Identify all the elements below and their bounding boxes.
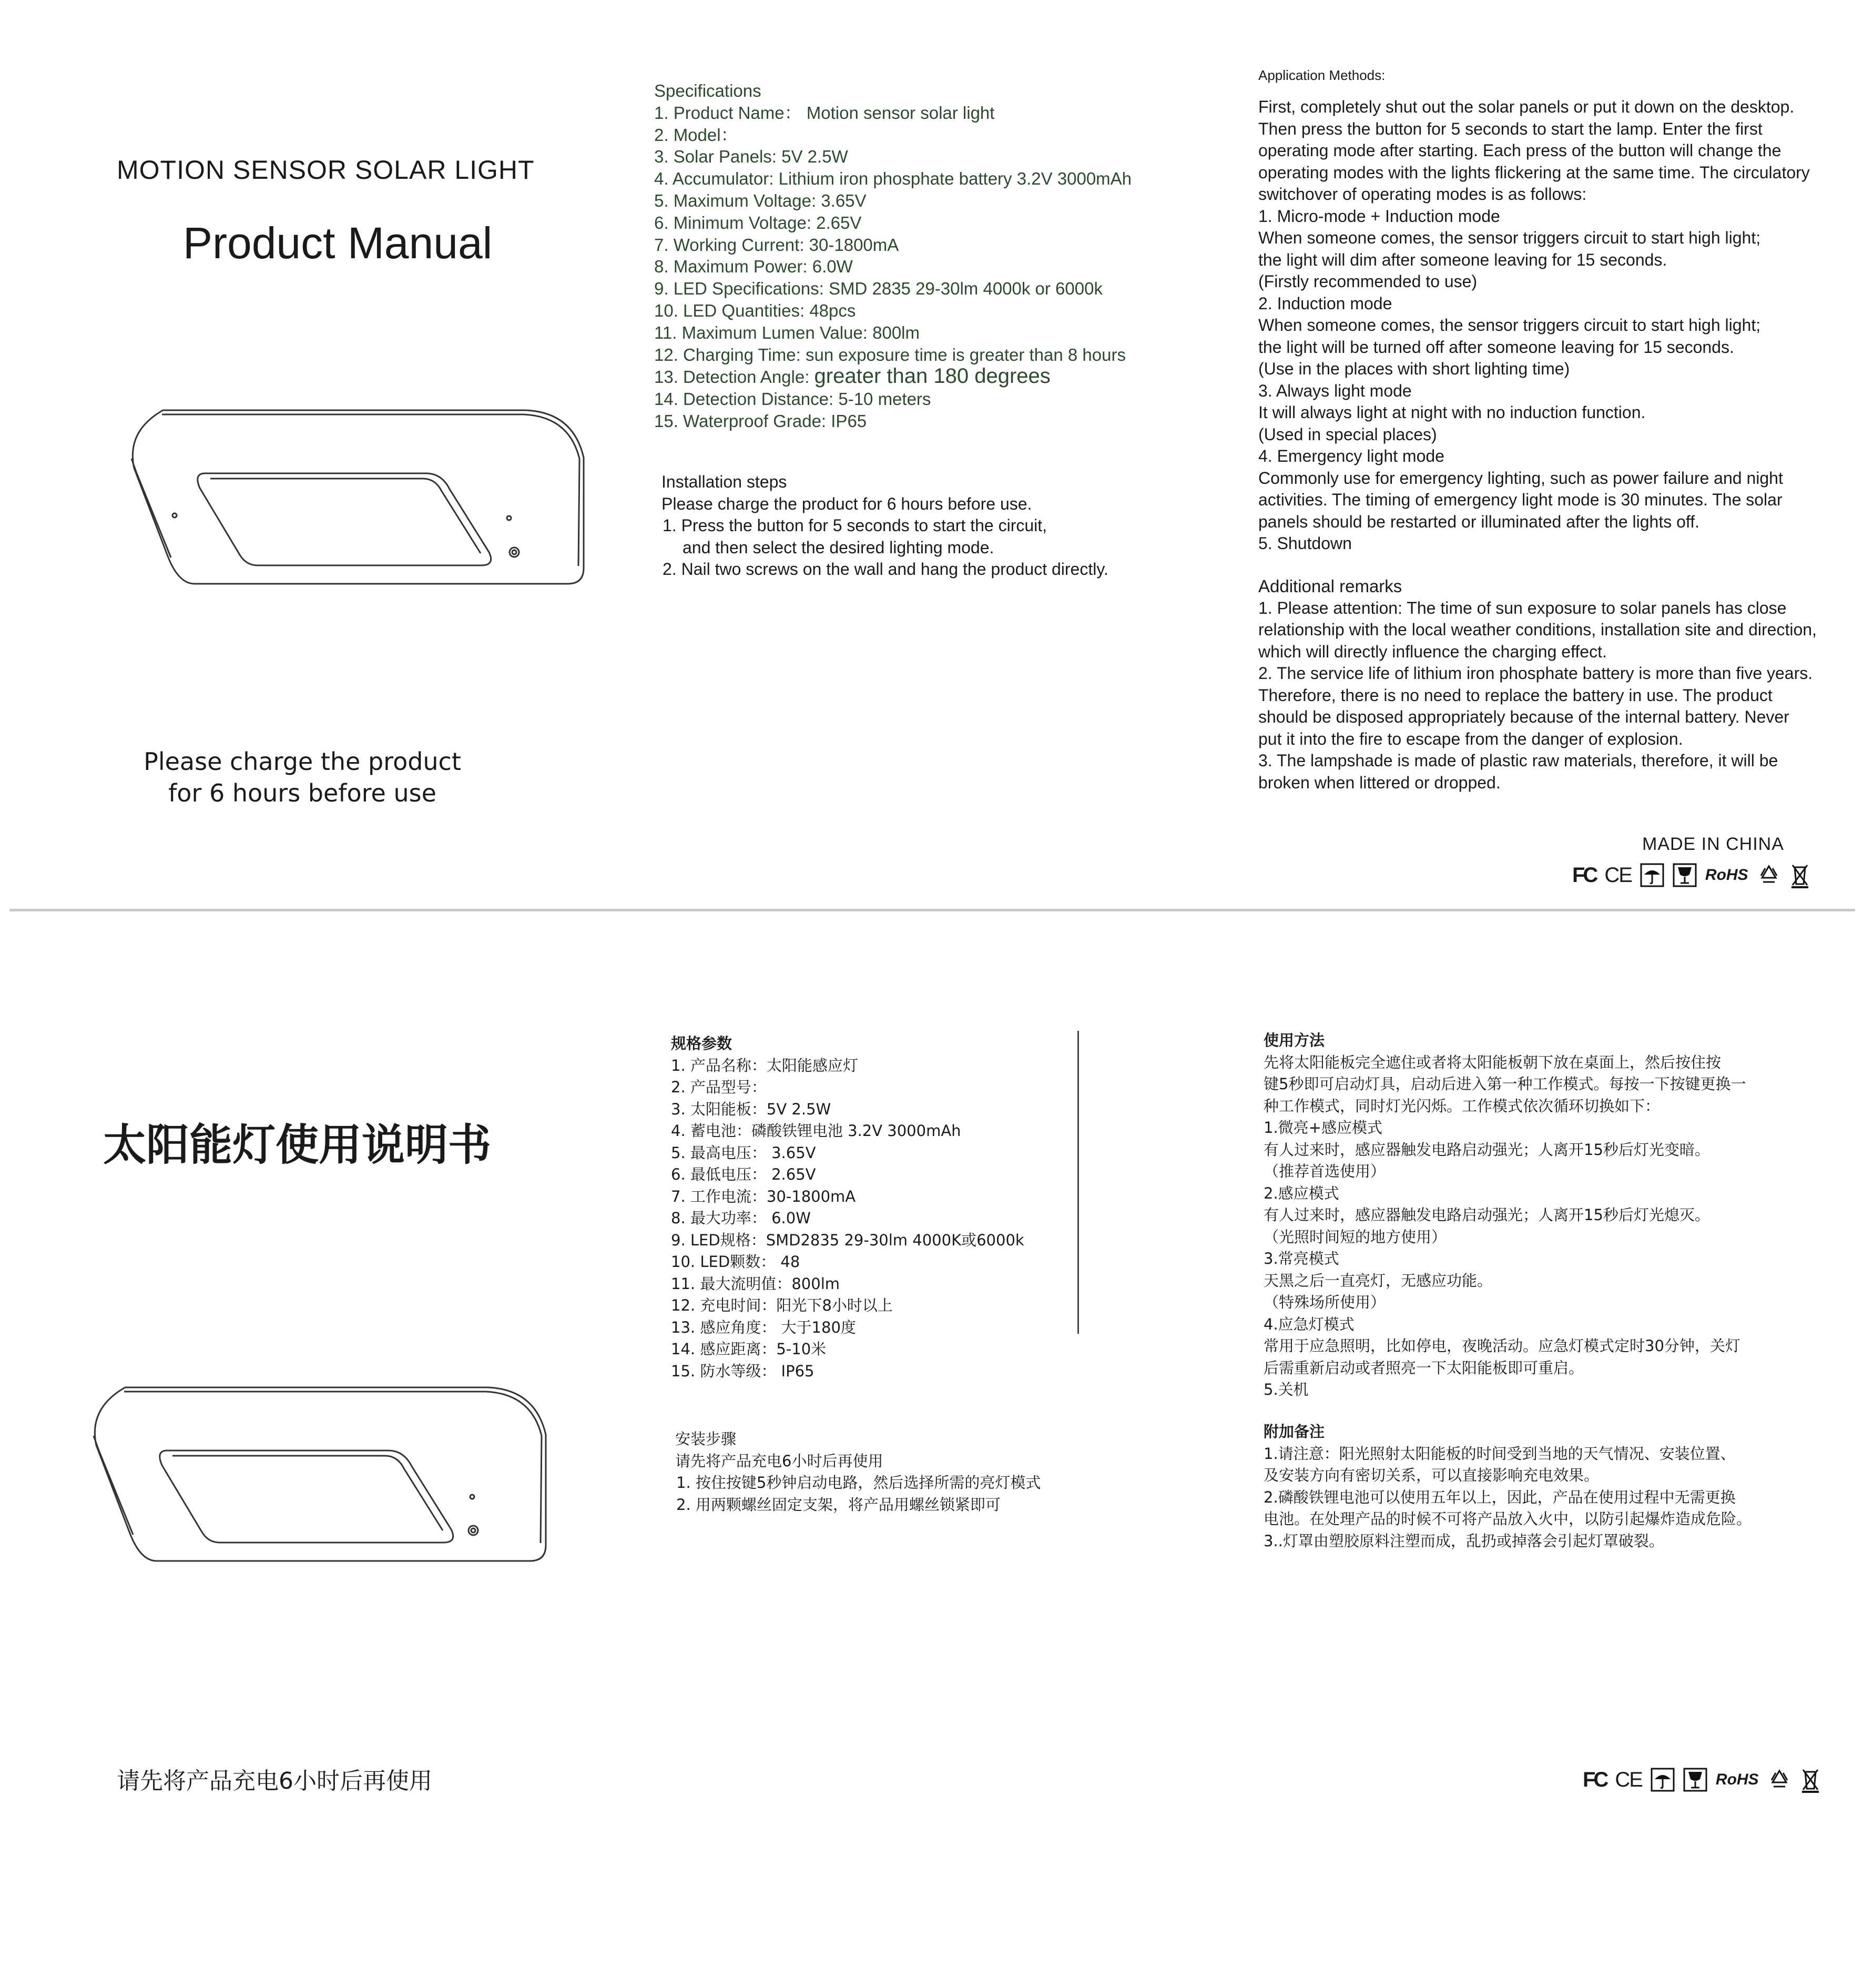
spec-item: 2. Model： [654, 125, 738, 145]
cover-heading-en: MOTION SENSOR SOLAR LIGHT [117, 155, 535, 185]
installation-line-zh: 2. 用两颗螺丝固定支架，将产品用螺丝锁紧即可 [676, 1495, 1001, 1514]
remarks-line-zh: 2.磷酸铁锂电池可以使用五年以上，因此，产品在使用过程中无需更换 [1264, 1488, 1736, 1506]
remarks-line: which will directly influence the charging effect. [1258, 642, 1607, 661]
application-line-zh: 有人过来时，感应器触发电路启动强光；人离开15秒后灯光熄灭。 [1264, 1206, 1710, 1224]
application-line-zh: 有人过来时，感应器触发电路启动强光；人离开15秒后灯光变暗。 [1264, 1140, 1710, 1159]
application-line-zh: （光照时间短的地方使用） [1264, 1228, 1447, 1246]
remarks-heading-zh: 附加备注 [1264, 1423, 1325, 1441]
application-line-zh: 种工作模式，同时灯光闪烁。工作模式依次循环切换如下： [1264, 1097, 1661, 1115]
spec-item-zh: 1. 产品名称：太阳能感应灯 [671, 1056, 858, 1074]
installation-line-zh: 1. 按住按键5秒钟启动电路，然后选择所需的亮灯模式 [676, 1474, 1041, 1492]
spec-item-zh: 2. 产品型号： [671, 1078, 767, 1096]
spec-item-zh: 6. 最低电压： 2.65V [671, 1165, 816, 1183]
remarks-line: should be disposed appropriately because of the internal battery. Never [1258, 707, 1789, 726]
ce-icon: CE [1604, 863, 1632, 887]
application-line: It will always light at night with no induction function. [1258, 403, 1646, 422]
spec-item-value: greater than 180 degrees [814, 364, 1051, 388]
spec-item-zh: 8. 最大功率： 6.0W [671, 1209, 811, 1227]
spec-item: 12. Charging Time: sun exposure time is greater than 8 hours [654, 344, 1126, 364]
specifications-zh [671, 1033, 1024, 1382]
application-line-zh: 天黑之后一直亮灯，无感应功能。 [1264, 1271, 1493, 1290]
spec-item: 9. LED Specifications: SMD 2835 29-30lm 4000k or 6000k [654, 279, 1103, 299]
application-en [1258, 96, 1810, 555]
installation-zh [675, 1428, 1041, 1516]
application-zh [1264, 1030, 1746, 1401]
application-line: activities. The timing of emergency light mode is 30 minutes. The solar [1258, 490, 1783, 509]
application-line: the light will dim after someone leaving for 15 seconds. [1258, 250, 1667, 269]
remarks-heading: Additional remarks [1258, 576, 1402, 596]
installation-line-zh: 请先将产品充电6小时后再使用 [675, 1452, 883, 1470]
application-line: 4. Emergency light mode [1258, 447, 1444, 465]
spec-item: 15. Waterproof Grade: IP65 [654, 411, 867, 431]
remarks-line-zh: 及安装方向有密切关系，可以直接影响充电效果。 [1264, 1466, 1600, 1484]
spec-item: 6. Minimum Voltage: 2.65V [654, 212, 862, 232]
spec-item: 1. Product Name： Motion sensor solar light [654, 103, 995, 123]
application-line-zh: 3.常亮模式 [1264, 1250, 1339, 1267]
remarks-line: 2. The service life of lithium iron phosphate battery is more than five years. [1258, 664, 1813, 683]
application-line: (Used in special places) [1258, 424, 1437, 444]
certification-marks-top [1572, 861, 1810, 889]
remarks-line: Therefore, there is no need to replace the battery in use. The product [1258, 685, 1773, 705]
spec-item: 4. Accumulator: Lithium iron phosphate battery 3.2V 3000mAh [654, 169, 1132, 189]
remarks-line-zh: 1.请注意：阳光照射太阳能板的时间受到当地的天气情况、安装位置、 [1264, 1444, 1736, 1463]
application-line-zh: 1.微亮+感应模式 [1264, 1119, 1382, 1137]
installation-line: 2. Nail two screws on the wall and hang the product directly. [663, 560, 1108, 579]
spec-item-zh: 11. 最大流明值：800lm [671, 1274, 840, 1293]
page-divider [9, 909, 1855, 911]
application-line-zh: 常用于应急照明，比如停电，夜晚活动。应急灯模式定时30分钟，关灯 [1264, 1337, 1740, 1355]
charge-note-line-1: Please charge the product [144, 747, 461, 776]
application-line-zh: （推荐首选使用） [1264, 1162, 1386, 1180]
specifications-heading: Specifications [654, 81, 761, 100]
application-line: the light will be turned off after someone leaving for 15 seconds. [1258, 337, 1734, 357]
application-line: When someone comes, the sensor triggers circuit to start high light; [1258, 228, 1761, 247]
application-heading-en: Application Methods: [1258, 67, 1386, 83]
spec-item-zh: 15. 防水等级： IP65 [671, 1362, 815, 1380]
ce-icon: CE [1615, 1768, 1642, 1791]
product-illustration-bottom [83, 1377, 556, 1577]
rohs-icon: RoHS [1705, 866, 1748, 884]
remarks-zh [1264, 1421, 1752, 1552]
installation-en [661, 471, 1108, 581]
spec-item: 11. Maximum Lumen Value: 800lm [654, 322, 920, 342]
application-line-zh: 4.应急灯模式 [1264, 1315, 1355, 1333]
application-line: 1. Micro-mode + Induction mode [1258, 206, 1500, 226]
application-line: switchover of operating modes is as follows: [1258, 185, 1587, 204]
installation-line: 1. Press the button for 5 seconds to start the circuit, [663, 516, 1047, 535]
spec-item-label: 13. Detection Angle: [654, 367, 815, 387]
fragile-icon [1673, 863, 1697, 887]
keep-dry-icon [1651, 1768, 1675, 1792]
application-line: When someone comes, the sensor triggers circuit to start high light; [1258, 316, 1761, 334]
remarks-line: 3. The lampshade is made of plastic raw materials, therefore, it will be [1258, 751, 1778, 770]
recycle-icon [1767, 1768, 1791, 1792]
fragile-icon [1683, 1768, 1707, 1792]
remarks-line: relationship with the local weather conditions, installation site and direction, [1258, 620, 1817, 639]
remarks-line: broken when littered or dropped. [1258, 773, 1501, 792]
application-line: Commonly use for emergency lighting, such as power failure and night [1258, 468, 1783, 488]
spec-item: 3. Solar Panels: 5V 2.5W [654, 147, 848, 167]
spec-item-zh: 12. 充电时间：阳光下8小时以上 [671, 1296, 893, 1314]
spec-item-zh: 13. 感应角度： 大于180度 [671, 1318, 856, 1336]
keep-dry-icon [1640, 863, 1664, 887]
charge-note-zh: 请先将产品充电6小时后再使用 [117, 1768, 432, 1794]
made-in-label: MADE IN CHINA [1642, 834, 1784, 854]
application-line: First, completely shut out the solar panels or put it down on the desktop. [1258, 97, 1795, 116]
installation-heading: Installation steps [661, 472, 787, 491]
weee-bin-icon [1800, 1767, 1821, 1793]
application-line-zh: 后需重新启动或者照亮一下太阳能板即可重启。 [1264, 1358, 1584, 1377]
application-line: (Use in the places with short lighting time) [1258, 359, 1570, 378]
spec-item-zh: 3. 太阳能板：5V 2.5W [671, 1100, 831, 1118]
application-line-zh: 键5秒即可启动灯具，启动后进入第一种工作模式。每按一下按键更换一 [1264, 1075, 1746, 1093]
application-line-zh: 先将太阳能板完全遮住或者将太阳能板朝下放在桌面上，然后按住按 [1264, 1053, 1722, 1071]
spec-item-zh: 14. 感应距离：5-10米 [671, 1340, 827, 1358]
spec-item-zh: 4. 蓄电池：磷酸铁锂电池 3.2V 3000mAh [671, 1122, 961, 1140]
application-line: (Firstly recommended to use) [1258, 272, 1478, 291]
application-line: operating modes with the lights flickering at the same time. The circulatory [1258, 163, 1810, 182]
charge-note-en [105, 746, 500, 809]
remarks-line-zh: 3..灯罩由塑胶原料注塑而成，乱扔或掉落会引起灯罩破裂。 [1264, 1531, 1664, 1550]
application-line-zh: 5.关机 [1264, 1381, 1309, 1398]
application-line: 2. Induction mode [1258, 293, 1392, 313]
product-illustration-top [121, 400, 594, 600]
column-separator [1077, 1031, 1079, 1334]
cover-title-zh: 太阳能灯使用说明书 [103, 1120, 492, 1170]
spec-item-detection-angle [654, 366, 1132, 388]
application-line: Then press the button for 5 seconds to start the lamp. Enter the first [1258, 119, 1763, 138]
application-line: 3. Always light mode [1258, 381, 1412, 400]
spec-item: 7. Working Current: 30-1800mA [654, 235, 899, 255]
installation-line: and then select the desired lighting mode. [683, 537, 994, 557]
application-line-zh: （特殊场所使用） [1264, 1293, 1386, 1311]
remarks-en [1258, 575, 1817, 794]
certification-marks-bottom [1583, 1766, 1821, 1793]
application-line: 5. Shutdown [1258, 534, 1352, 553]
cover-title-en: Product Manual [183, 218, 493, 268]
application-heading-zh: 使用方法 [1264, 1031, 1325, 1049]
spec-item-zh: 9. LED规格：SMD2835 29-30lm 4000K或6000k [671, 1231, 1024, 1249]
spec-item: 14. Detection Distance: 5-10 meters [654, 389, 931, 409]
spec-item: 10. LED Quantities: 48pcs [654, 300, 856, 320]
spec-item-zh: 5. 最高电压： 3.65V [671, 1143, 816, 1162]
fc-icon: FC [1572, 863, 1596, 887]
application-line-zh: 2.感应模式 [1264, 1184, 1339, 1202]
specifications-heading-zh: 规格参数 [671, 1034, 732, 1052]
spec-item-zh: 7. 工作电流：30-1800mA [671, 1187, 856, 1205]
fc-icon: FC [1583, 1768, 1607, 1791]
remarks-line: put it into the fire to escape from the danger of explosion. [1258, 729, 1683, 748]
spec-item-zh: 10. LED颗数： 48 [671, 1253, 800, 1271]
remarks-line-zh: 电池。在处理产品的时候不可将产品放入火中，以防引起爆炸造成危险。 [1264, 1510, 1752, 1528]
weee-bin-icon [1789, 862, 1810, 888]
rohs-icon: RoHS [1715, 1771, 1759, 1788]
installation-heading-zh: 安装步骤 [675, 1430, 737, 1448]
charge-note-line-2: for 6 hours before use [168, 779, 436, 807]
recycle-icon [1757, 863, 1781, 887]
spec-item: 5. Maximum Voltage: 3.65V [654, 190, 867, 210]
application-line: panels should be restarted or illuminated after the lights off. [1258, 512, 1700, 531]
spec-item: 8. Maximum Power: 6.0W [654, 257, 853, 277]
specifications-en [654, 80, 1132, 432]
remarks-line: 1. Please attention: The time of sun exposure to solar panels has close [1258, 598, 1787, 617]
installation-line: Please charge the product for 6 hours before use. [661, 494, 1032, 513]
application-line: operating mode after starting. Each press of the button will change the [1258, 141, 1781, 160]
